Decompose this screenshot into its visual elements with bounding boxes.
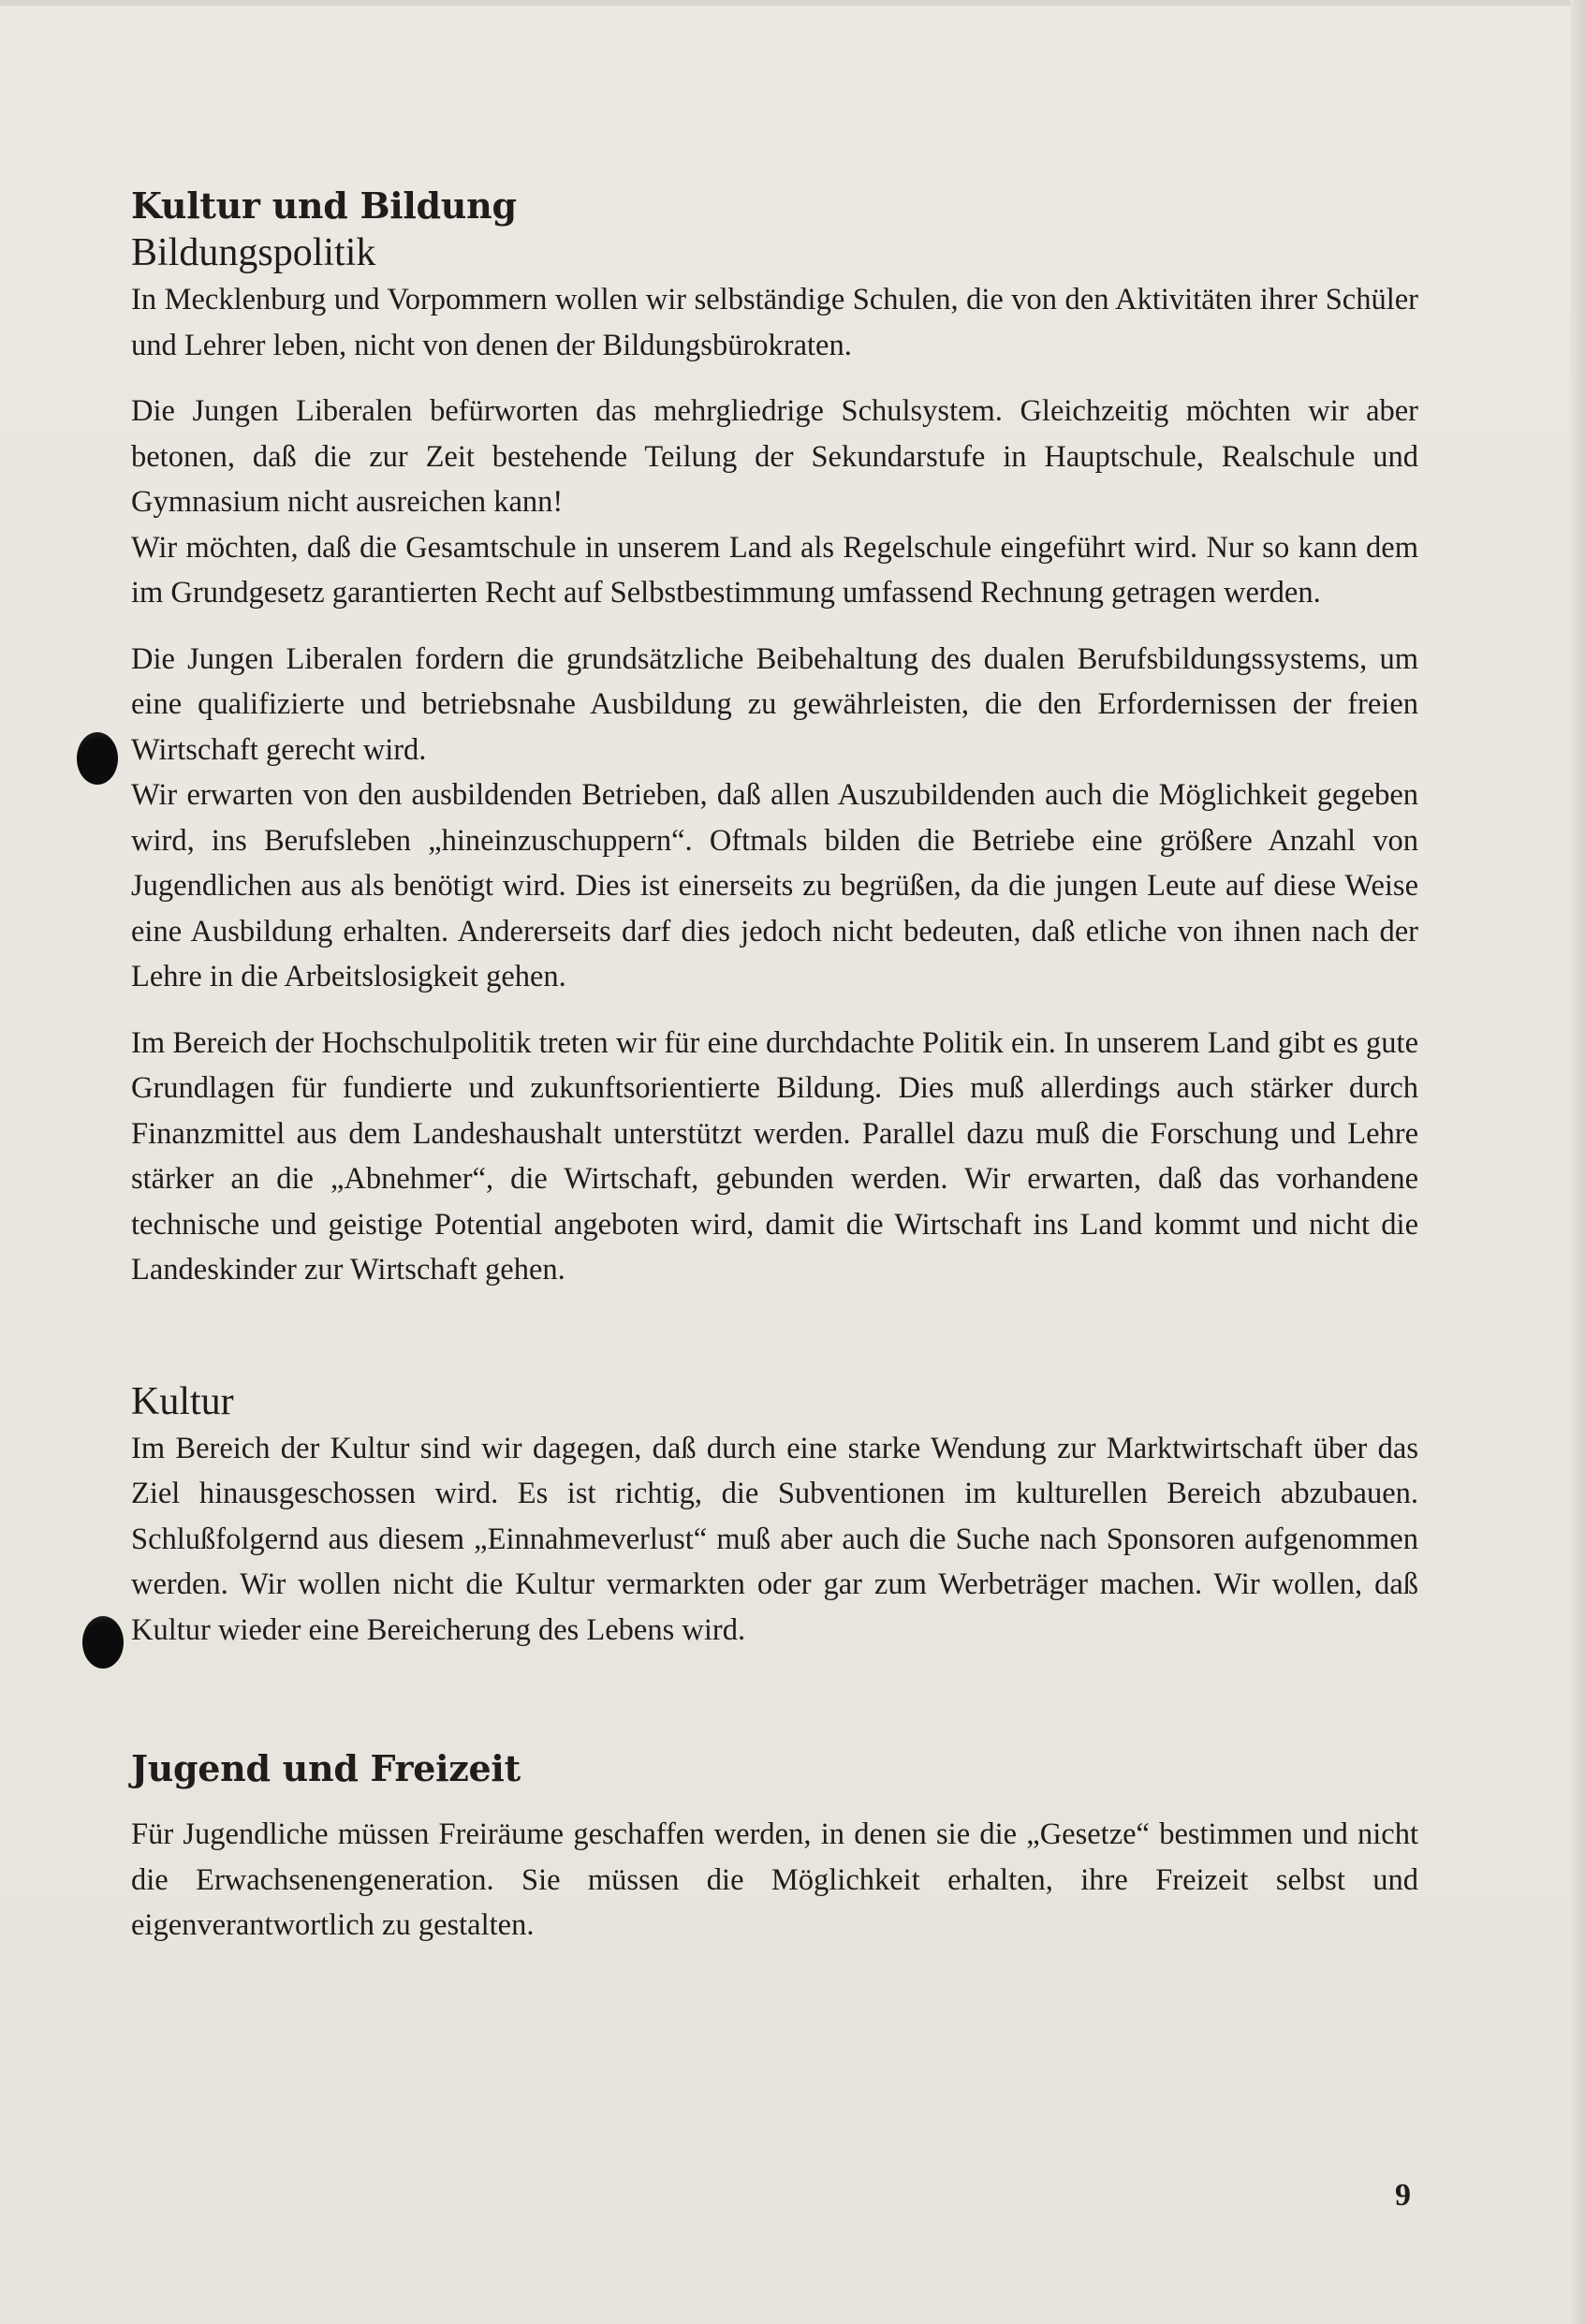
subheading-bildungspolitik: Bildungspolitik (131, 231, 376, 274)
subheading-kultur: Kultur (131, 1379, 234, 1423)
page-number: 9 (1395, 2178, 1411, 2213)
section-heading-jugend-freizeit: Jugend und Freizeit (131, 1747, 521, 1789)
page-binding-edge (1570, 0, 1585, 2324)
paragraph: Wir möchten, daß die Gesamtschule in unserem Land als Regelschule eingeführt wird. Nur so kann dem im Grundgesetz garantierten Recht auf Selbstbestimmung umfassend Rechnung getragen werden. (131, 530, 1418, 610)
paragraph: In Mecklenburg und Vorpommern wollen wir selbständige Schulen, die von den Aktivitäten ihrer Schüler und Lehrer leben, nicht von denen der Bildungsbürokraten. (131, 283, 1418, 362)
section-heading-kultur-bildung: Kultur und Bildung (131, 184, 517, 227)
paragraph: Die Jungen Liberalen fordern die grundsätzliche Beibehaltung des dualen Berufsbildungssystems, um eine qualifizierte und betriebsnahe Ausbildung zu gewährleisten, die den Erfordernissen der freien Wirtschaft gerecht wird. (131, 641, 1418, 767)
document-content (131, 184, 1418, 1949)
paragraph: Im Bereich der Kultur sind wir dagegen, daß durch eine starke Wendung zur Marktwirtschaft über das Ziel hinausgeschossen wird. Es ist richtig, die Subventionen im kulturellen Bereich abzubauen. Schlußfolgernd aus diesem „Einnahmeverlust“ muß aber auch die Suche nach Sponsoren aufgenommen werden. Wir wollen nicht die Kultur vermarkten oder gar zum Werbeträger machen. Wir wollen, daß Kultur wieder eine Bereicherung des Lebens wird. (131, 1431, 1418, 1647)
paragraph: Im Bereich der Hochschulpolitik treten wir für eine durchdachte Politik ein. In unserem Land gibt es gute Grundlagen für fundierte und zukunftsorientierte Bildung. Dies muß allerdings auch stärker durch Finanzmittel aus dem Landeshaushalt unterstützt werden. Parallel dazu muß die Forschung und Lehre stärker an die „Abnehmer“, die Wirtschaft, gebunden werden. Wir erwarten, daß das vorhandene technische und geistige Potential angeboten wird, damit die Wirtschaft ins Land kommt und nicht die Landeskinder zur Wirtschaft gehen. (131, 1025, 1418, 1287)
paragraph: Für Jugendliche müssen Freiräume geschaffen werden, in denen sie die „Gesetze“ bestimmen und nicht die Erwachsenengeneration. Sie müssen die Möglichkeit erhalten, ihre Freizeit selbst und eigenverantwortlich zu gestalten. (131, 1817, 1418, 1942)
page-top-edge (0, 0, 1585, 6)
punch-hole-upper (77, 732, 118, 785)
punch-hole-lower (82, 1616, 124, 1669)
paragraph: Wir erwarten von den ausbildenden Betrieben, daß allen Auszubildenden auch die Möglichkeit gegeben wird, ins Berufsleben „hineinzuschuppern“. Oftmals bilden die Betriebe eine größere Anzahl von Jugendlichen aus als benötigt wird. Dies ist einerseits zu begrüßen, da die jungen Leute auf diese Weise eine Ausbildung erhalten. Andererseits darf dies jedoch nicht bedeuten, daß etliche von ihnen nach der Lehre in die Arbeitslosigkeit gehen. (131, 778, 1418, 993)
paragraph: Die Jungen Liberalen befürworten das mehrgliedrige Schulsystem. Gleichzeitig möchten wir aber betonen, daß die zur Zeit bestehende Teilung der Sekundarstufe in Hauptschule, Realschule und Gymnasium nicht ausreichen kann! (131, 394, 1418, 519)
